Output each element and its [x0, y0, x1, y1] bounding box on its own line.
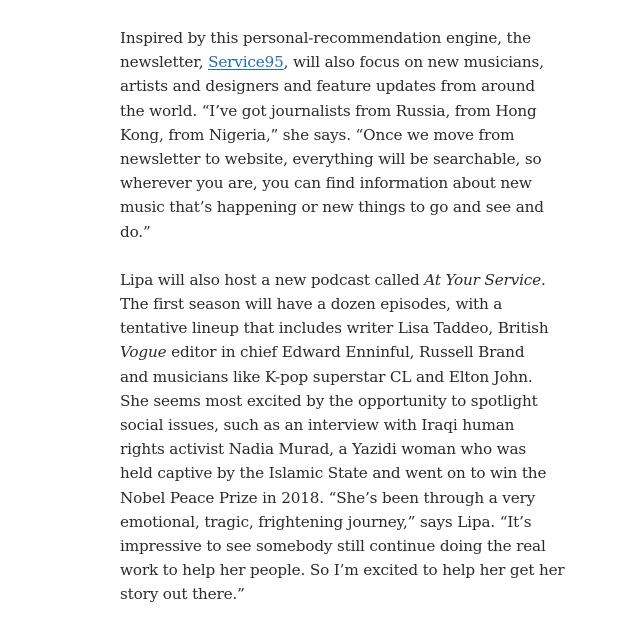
text-line: newsletter to website, everything will be searchable, so	[120, 150, 542, 169]
text-line: impressive to see somebody still continue doing the real	[120, 537, 546, 556]
text-fragment: , will also focus on new musicians,	[283, 53, 544, 72]
text-line: do.”	[120, 222, 151, 241]
text-fragment: .	[540, 270, 546, 289]
text-line: She seems most excited by the opportunity to spotlight	[120, 391, 538, 410]
text-line: artists and designers and feature updates from around	[120, 77, 535, 96]
podcast-title: At Your Service	[424, 270, 541, 289]
text-line: wherever you are, you can find information about new	[120, 174, 532, 193]
text-line: rights activist Nadia Murad, a Yazidi woman who was	[120, 440, 527, 459]
text-line: Kong, from Nigeria,” she says. “Once we move from	[120, 125, 515, 144]
text-fragment: newsletter,	[120, 53, 209, 72]
publication-name: Vogue	[120, 343, 167, 362]
text-line: emotional, tragic, frightening journey,” says Lipa. “It’s	[120, 512, 532, 531]
text-line: The first season will have a dozen episodes, with a	[120, 295, 503, 314]
text-line: the world. “I’ve got journalists from Russia, from Hong	[120, 101, 537, 120]
paragraph-newsletter	[120, 26, 544, 244]
text-line: music that’s happening or new things to go and see and	[120, 198, 544, 217]
text-fragment: editor in chief Edward Enninful, Russell Brand	[166, 343, 525, 362]
text-fragment: Lipa will also host a new podcast called	[120, 270, 425, 289]
text-line	[120, 340, 524, 364]
article-body	[120, 26, 565, 631]
text-line: social issues, such as an interview with Iraqi human	[120, 416, 515, 435]
text-line: and musicians like K-pop superstar CL and Elton John.	[120, 367, 533, 386]
service95-link[interactable]: Service95	[208, 53, 284, 72]
text-line	[120, 268, 546, 292]
text-line: tentative lineup that includes writer Lisa Taddeo, British	[120, 319, 549, 338]
paragraph-podcast	[120, 268, 565, 607]
text-line: Nobel Peace Prize in 2018. “She’s been through a very	[120, 488, 536, 507]
text-line: story out there.”	[120, 585, 245, 604]
text-line: held captive by the Islamic State and went on to win the	[120, 464, 547, 483]
text-line: work to help her people. So I’m excited to help her get her	[120, 561, 565, 580]
text-line	[120, 50, 544, 74]
text-line: Inspired by this personal-recommendation engine, the	[120, 29, 531, 47]
